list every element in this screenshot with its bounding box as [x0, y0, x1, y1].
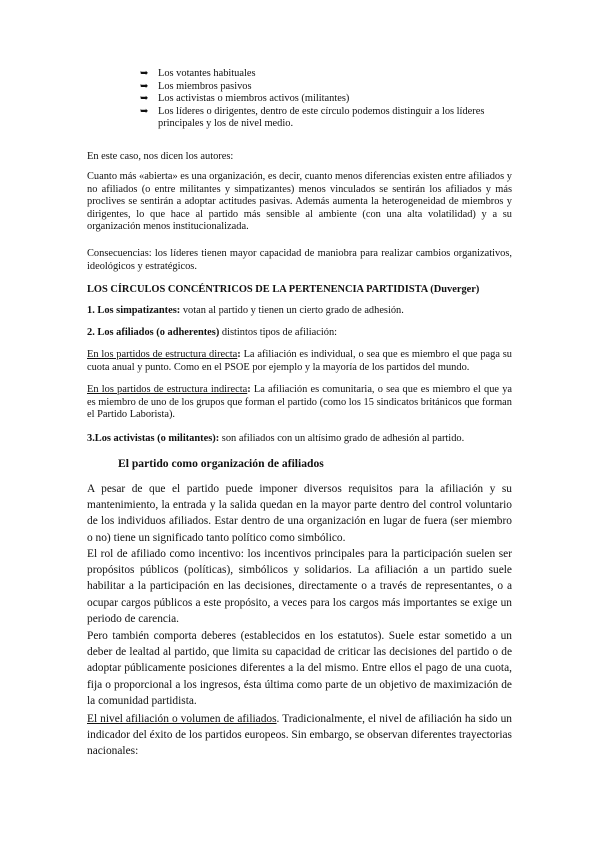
paragraph-nivel [87, 711, 512, 760]
indirecta-label: En los partidos de estructura indirecta [87, 384, 248, 395]
directa-label: En los partidos de estructura directa [87, 349, 238, 360]
bullet-list [140, 68, 510, 131]
item-simpatizantes [87, 305, 512, 318]
directa-text: La afiliación es individual, o sea que es miembro el que paga su cuota anual y punto. Como en el PSOE por ejemplo y la mayoría de los partidos del mundo. [87, 349, 513, 373]
paragraph-consecuencias: Consecuencias: los líderes tienen mayor capacidad de maniobra para realizar cambios organizativos, ideológicos y estratégicos. [87, 248, 512, 272]
paragraph-estructura-indirecta [87, 384, 512, 422]
indirecta-text: La afiliación es comunitaria, o sea que es miembro el que ya es miembro de uno de los grupos que forman el partido (como los 15 sindicatos británicos que forman el Partido Laborista). [87, 384, 512, 421]
arrow-bullet-icon: ➥ [140, 105, 149, 117]
list-item [140, 81, 510, 94]
item-activistas [87, 433, 512, 446]
item-text: votan al partido y tienen un cierto grado de adhesión. [180, 305, 404, 316]
item-afiliados [87, 327, 512, 340]
section-heading-organizacion: El partido como organización de afiliados [118, 457, 324, 470]
nivel-label: El nivel afiliación o volumen de afiliados [87, 713, 277, 725]
item-label: 3.Los activistas (o militantes): [87, 433, 220, 444]
indirecta-colon: : [247, 384, 251, 395]
list-item [140, 106, 510, 131]
directa-colon: : [237, 349, 241, 360]
arrow-bullet-icon: ➥ [140, 80, 149, 92]
list-item [140, 68, 510, 81]
nivel-text: . Tradicionalmente, el nivel de afiliación ha sido un indicador del éxito de los partidos europeos. Sin embargo, se observan diferentes trayectorias nacionales: [87, 713, 512, 758]
list-item-text: Los miembros pasivos [158, 80, 252, 92]
section-heading-circulos: LOS CÍRCULOS CONCÉNTRICOS DE LA PERTENENCIA PARTIDISTA (Duverger) [87, 284, 480, 295]
arrow-bullet-icon: ➥ [140, 93, 149, 105]
list-item [140, 93, 510, 106]
item-label: 2. Los afiliados (o adherentes) [87, 327, 220, 338]
list-item-text: Los líderes o dirigentes, dentro de este círculo podemos distinguir a los líderes principales y los de nivel medio. [158, 105, 485, 130]
list-item-text: Los activistas o miembros activos (militantes) [158, 93, 350, 105]
item-text: distintos tipos de afiliación: [219, 327, 338, 338]
paragraph-pesar: A pesar de que el partido puede imponer diversos requisitos para la afiliación y su mantenimiento, la entrada y la salida quedan en la mayor parte dentro del control voluntario de los individuos afiliados. Estar dentro de una organización en lugar de fuera (ser miembro o no) tiene un significado tanto político como simbólico. [87, 483, 512, 544]
list-item-text: Los votantes habituales [158, 68, 256, 79]
paragraph-estructura-directa [87, 349, 512, 374]
arrow-bullet-icon: ➥ [140, 68, 149, 79]
paragraph-rol: El rol de afiliado como incentivo: los incentivos principales para la participación suelen ser propósitos públicos (políticas), simbólicos y solidarios. La afiliación a un partido suele habilitar a la participación en las decisiones, directamente o a través de representantes, o a ocupar cargos públicos a este propósito, a veces para los cargos más importantes se exige un periodo de carencia. [87, 548, 512, 625]
paragraph-autores: En este caso, nos dicen los autores: [87, 151, 234, 162]
item-label: 1. Los simpatizantes: [87, 305, 181, 316]
paragraph-abierta: Cuanto más «abierta» es una organización, es decir, cuanto menos diferencias existen entre afiliados y no afiliados (o entre militantes y simpatizantes) menos vinculados se sentirán los afiliados y más proclives se sentirán a adoptar actitudes pasivas. Además aumenta la heterogeneidad de miembros y dirigentes, lo que hace al partido más sensible al ambiente (con una alta volatilidad) y a su organización menos institucionalizada. [87, 171, 512, 233]
item-text: son afiliados con un altísimo grado de adhesión al partido. [219, 433, 465, 444]
paragraph-deberes: Pero también comporta deberes (establecidos en los estatutos). Suele estar sometido a un deber de lealtad al partido, que limita su capacidad de criticar las decisiones del partido o de adoptar públicamente posiciones diferentes a la del mismo. Entre ellos el pago de una cuota, fija o proporcional a los ingresos, ésta última como parte de un objetivo de maximización de la comunidad partidista. [87, 630, 512, 707]
